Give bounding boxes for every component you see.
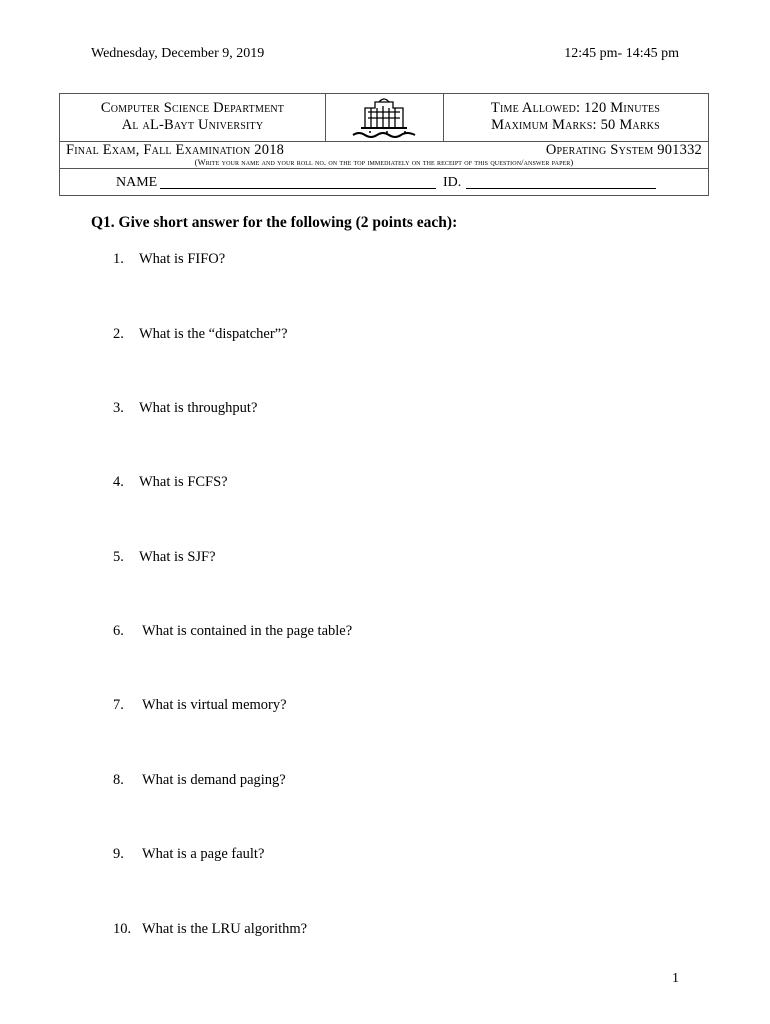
page-number: 1	[672, 971, 679, 986]
maximum-marks: Maximum Marks: 50 Marks	[491, 117, 660, 133]
question-item	[113, 772, 286, 789]
exam-header-top-row	[60, 94, 708, 142]
time-marks-cell	[443, 94, 708, 141]
question-number: 3.	[113, 400, 124, 416]
question-item	[113, 326, 288, 343]
question-item	[113, 921, 307, 938]
question-number: 4.	[113, 474, 124, 490]
question-item	[113, 474, 228, 491]
instruction-note: (Write your name and your roll no. on the top immediately on the receipt of this question/answer paper)	[194, 157, 574, 167]
logo-cell	[325, 94, 444, 141]
question-text: What is throughput?	[139, 400, 258, 416]
question-text: What is SJF?	[139, 549, 216, 565]
question-text: What is a page fault?	[142, 846, 265, 862]
name-field-line[interactable]	[160, 188, 436, 189]
header-date: Wednesday, December 9, 2019	[91, 46, 265, 61]
question-text: What is virtual memory?	[142, 697, 287, 713]
question-item	[113, 623, 352, 640]
question-text: What is demand paging?	[142, 772, 286, 788]
university-name: Al aL-Bayt University	[121, 117, 264, 133]
exam-header-box	[59, 93, 709, 196]
question-number: 1.	[113, 251, 124, 267]
time-allowed: Time Allowed: 120 Minutes	[490, 100, 661, 116]
university-logo-icon	[325, 94, 443, 141]
question-number: 8.	[113, 772, 124, 788]
student-info-row	[60, 168, 708, 196]
course-name: Operating System 901332	[545, 142, 702, 158]
question-number: 6.	[113, 623, 124, 639]
header-time: 12:45 pm- 14:45 pm	[564, 46, 679, 61]
question-text: What is FIFO?	[139, 251, 226, 267]
question-text: What is contained in the page table?	[142, 623, 353, 639]
exam-title: Final Exam, Fall Examination 2018	[66, 142, 285, 158]
question-item	[113, 400, 257, 417]
question-title: Q1. Give short answer for the following (2 points each):	[91, 214, 458, 231]
question-text: What is the “dispatcher”?	[139, 326, 288, 342]
department-name: Computer Science Department	[100, 100, 285, 116]
question-text: What is the LRU algorithm?	[142, 921, 308, 937]
question-number: 9.	[113, 846, 124, 862]
question-item	[113, 697, 287, 714]
question-number: 2.	[113, 326, 124, 342]
question-text: What is FCFS?	[139, 474, 228, 490]
id-label: ID.	[443, 175, 462, 190]
question-item	[113, 846, 264, 863]
exam-title-row	[60, 141, 708, 169]
name-label: NAME	[116, 175, 158, 190]
question-number: 5.	[113, 549, 124, 565]
question-item	[113, 549, 216, 566]
question-item	[113, 251, 225, 268]
id-field-line[interactable]	[466, 188, 656, 189]
department-cell	[60, 94, 326, 141]
question-number: 7.	[113, 697, 124, 713]
question-number: 10.	[113, 921, 132, 937]
